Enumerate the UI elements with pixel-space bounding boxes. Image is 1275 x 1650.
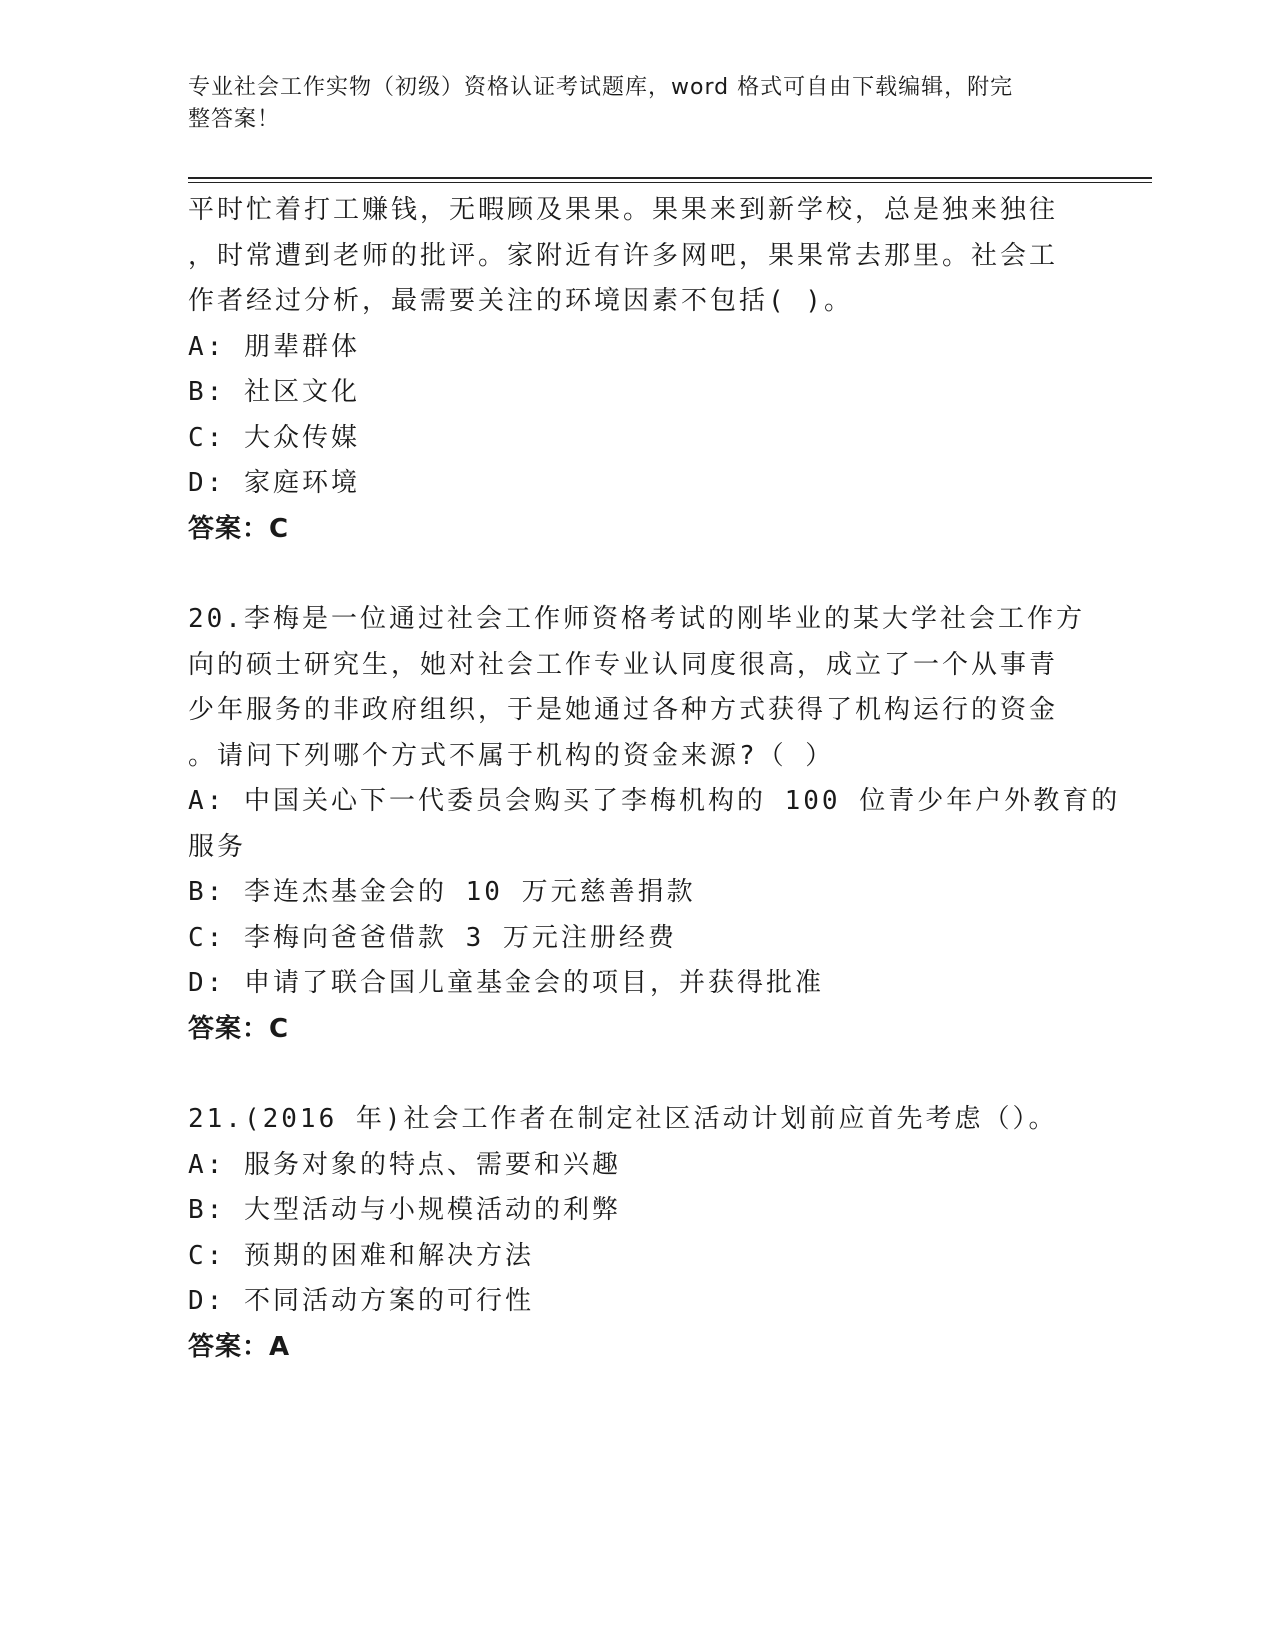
question-19-line-2: ，时常遭到老师的批评。家附近有许多网吧，果果常去那里。社会工 — [188, 240, 1059, 271]
header-line-1: 专业社会工作实物（初级）资格认证考试题库，word 格式可自由下载编辑，附完 — [188, 75, 1014, 100]
question-19-answer: 答案：C — [188, 513, 290, 544]
document-header — [188, 72, 1068, 136]
question-19-option-a: A: 朋辈群体 — [188, 331, 360, 362]
question-20-option-a: A: 中国关心下一代委员会购买了李梅机构的 100 位青少年户外教育的 — [188, 786, 1121, 816]
question-20-line-1: 20.李梅是一位通过社会工作师资格考试的刚毕业的某大学社会工作方 — [188, 604, 1085, 634]
question-20-line-2: 向的硕士研究生，她对社会工作专业认同度很高，成立了一个从事青 — [188, 649, 1059, 680]
spacer — [188, 1052, 1088, 1097]
question-20-option-d: D: 申请了联合国儿童基金会的项目，并获得批准 — [188, 968, 824, 998]
question-21-answer: 答案：A — [188, 1331, 291, 1362]
question-21-option-d: D: 不同活动方案的可行性 — [188, 1286, 534, 1316]
spacer — [188, 552, 1088, 597]
question-19 — [188, 188, 1088, 552]
question-20-option-c: C: 李梅向爸爸借款 3 万元注册经费 — [188, 922, 677, 953]
question-20-line-3: 少年服务的非政府组织，于是她通过各种方式获得了机构运行的资金 — [188, 695, 1059, 725]
question-19-option-d: D: 家庭环境 — [188, 468, 360, 498]
header-line-2: 整答案！ — [188, 107, 281, 132]
question-content — [188, 188, 1121, 1370]
question-20-line-4: 。请问下列哪个方式不属于机构的资金来源?（ ） — [188, 740, 835, 771]
question-20 — [188, 597, 1121, 1052]
question-19-line-3: 作者经过分析，最需要关注的环境因素不包括( )。 — [188, 286, 853, 316]
question-19-option-b: B: 社区文化 — [188, 377, 360, 407]
question-19-line-1: 平时忙着打工赚钱，无暇顾及果果。果果来到新学校，总是独来独往 — [188, 195, 1059, 225]
question-21 — [188, 1097, 1088, 1370]
question-19-option-c: C: 大众传媒 — [188, 422, 360, 453]
question-20-option-b: B: 李连杰基金会的 10 万元慈善捐款 — [188, 877, 696, 907]
question-21-option-c: C: 预期的困难和解决方法 — [188, 1240, 534, 1271]
header-rule-thin — [188, 182, 1152, 183]
question-21-option-b: B: 大型活动与小规模活动的利弊 — [188, 1195, 621, 1225]
question-21-line-1: 21.(2016 年)社会工作者在制定社区活动计划前应首先考虑（）。 — [188, 1104, 1058, 1134]
question-21-option-a: A: 服务对象的特点、需要和兴趣 — [188, 1149, 621, 1180]
question-20-option-a-cont: 服务 — [188, 831, 247, 862]
header-rule-thick — [188, 177, 1152, 179]
question-20-answer: 答案：C — [188, 1013, 290, 1044]
